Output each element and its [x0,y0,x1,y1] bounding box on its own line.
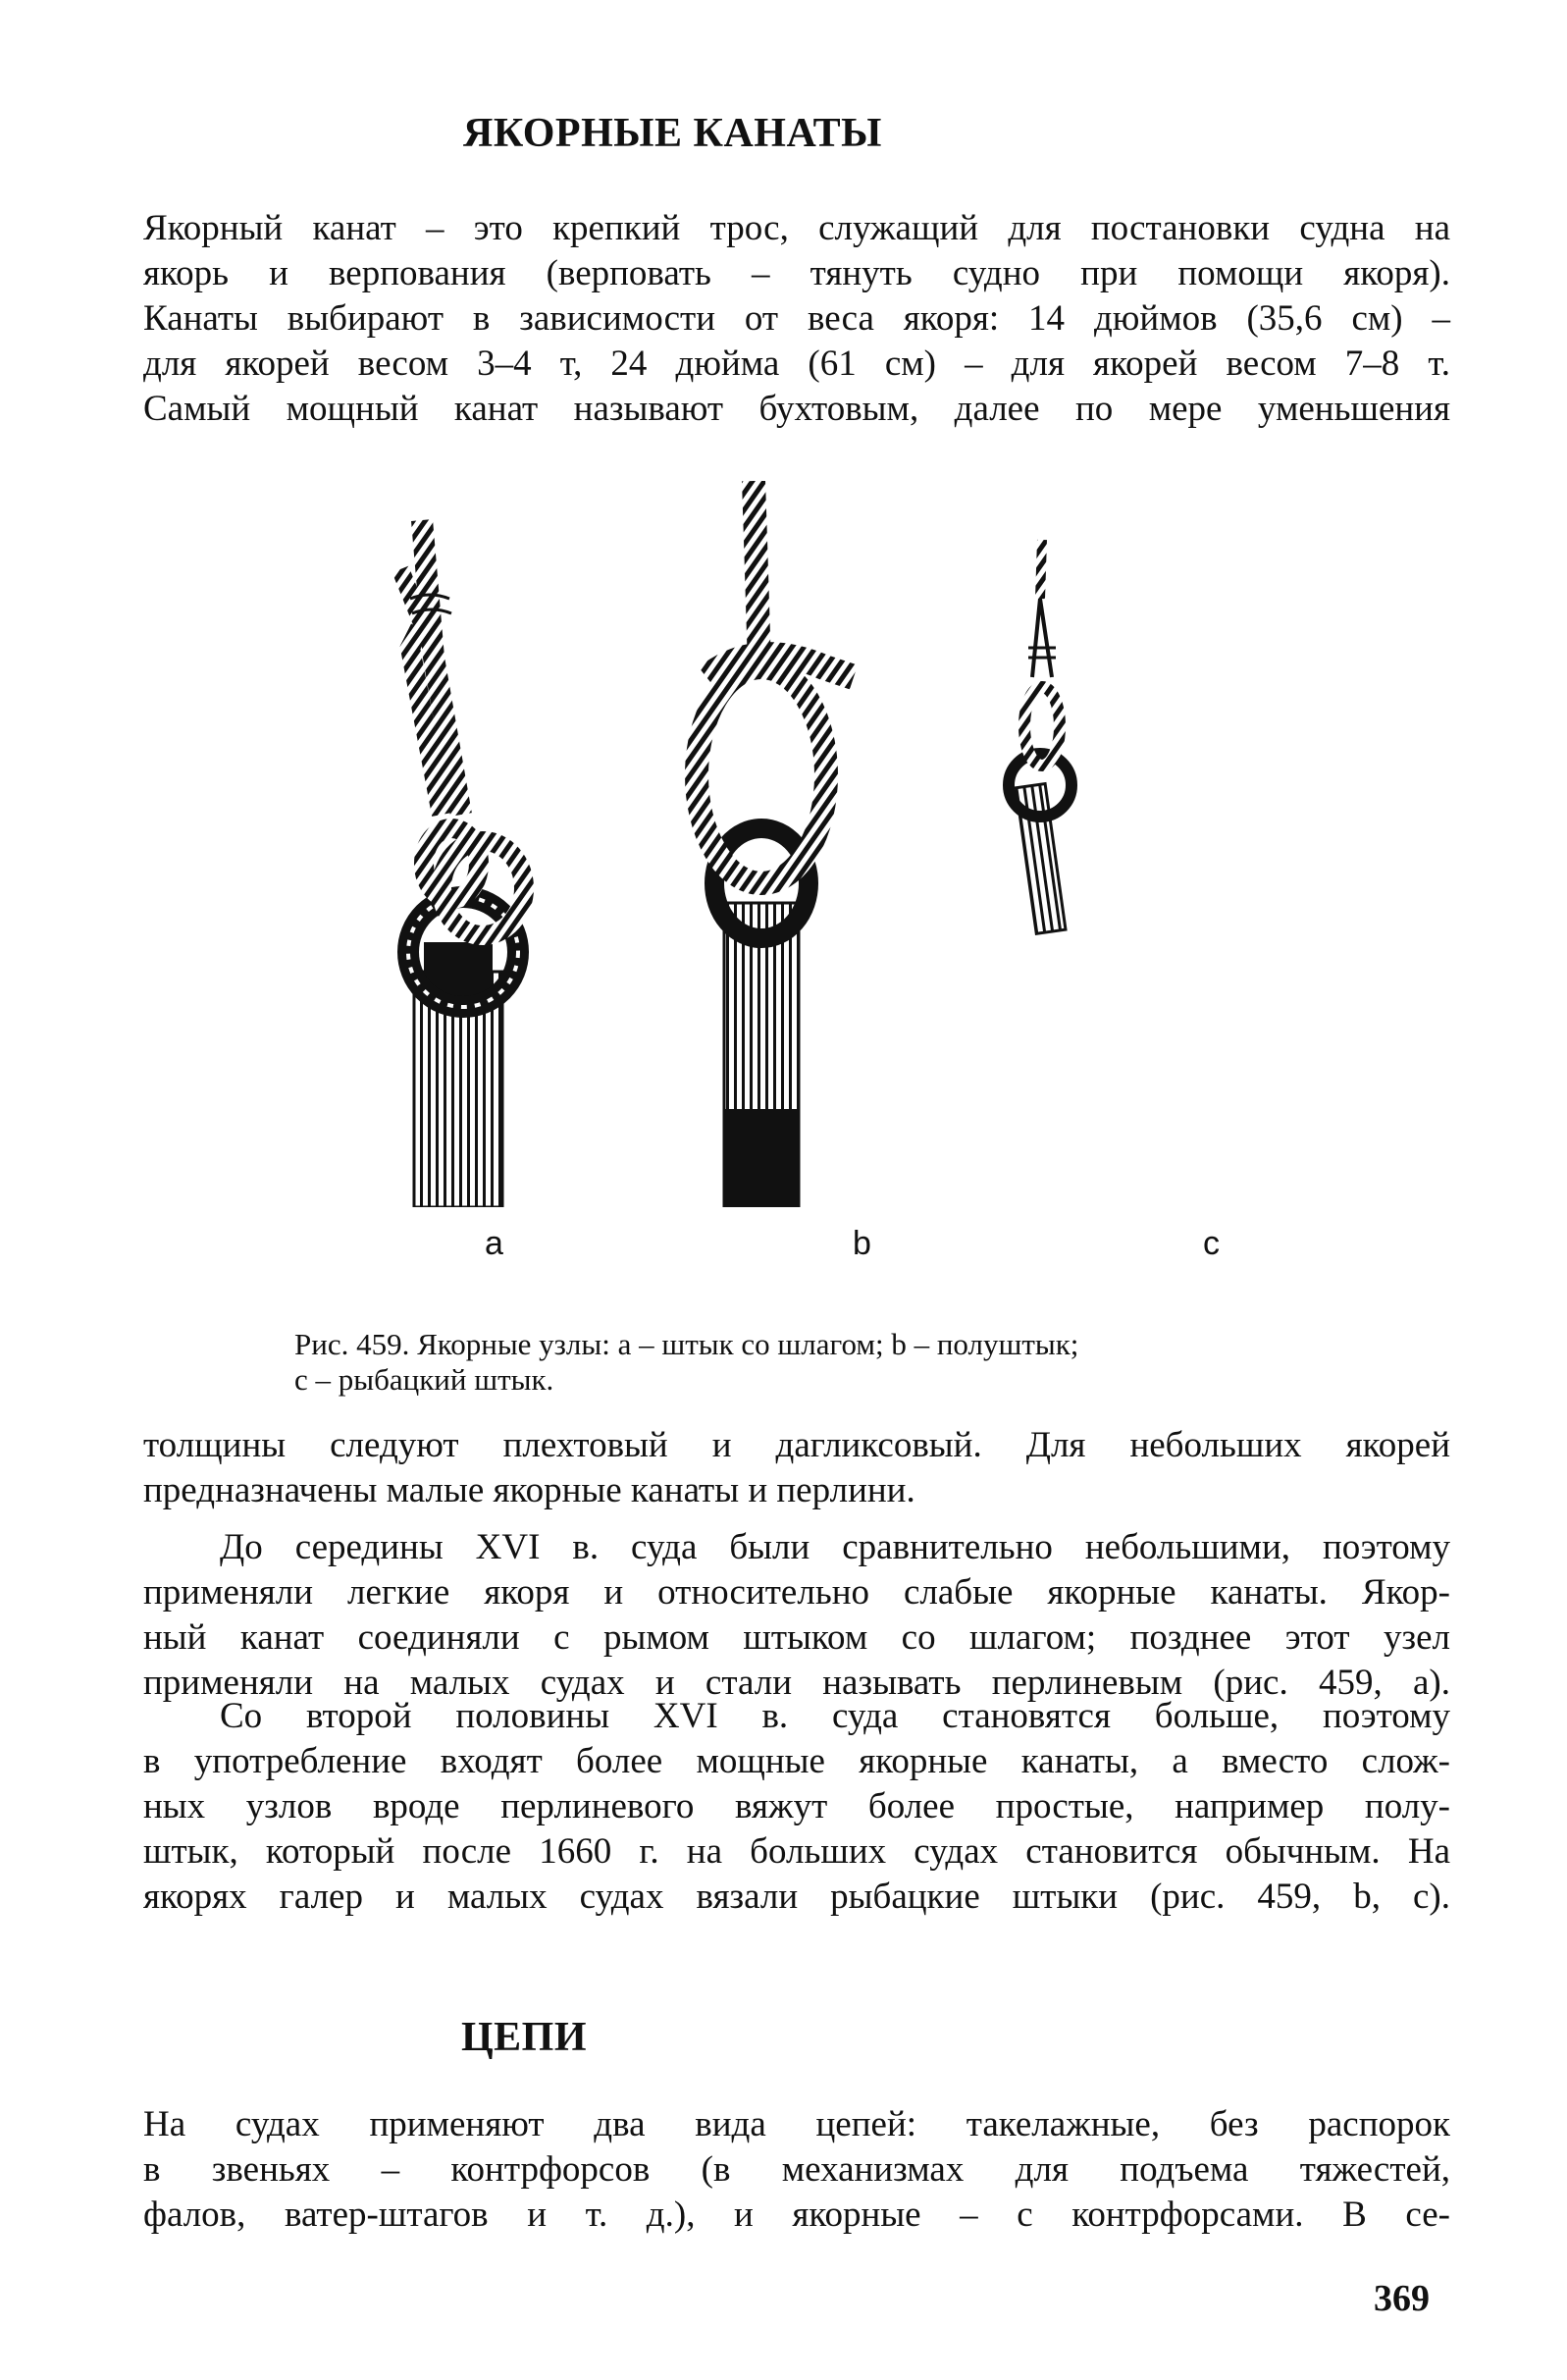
knot-a-drawing [400,520,524,1207]
text-line: якорь и верпования (верповать – тянуть судно при помощи якоря). [143,253,1450,293]
figure-label-a: a [485,1225,503,1262]
text-line: фалов, ватер-штагов и т. д.), и якорные – с контрфорсами. В се- [143,2195,1450,2235]
figure-caption [294,1327,1325,1398]
section-title-chains: ЦЕПИ [461,2015,588,2060]
section-title-anchor-ropes: ЯКОРНЫЕ КАНАТЫ [463,111,882,156]
text-line: До середины XVI в. суда были сравнительно небольшими, поэтому [220,1527,1450,1567]
text-line: Канаты выбирают в зависимости от веса якоря: 14 дюймов (35,6 см) – [143,298,1450,339]
text-line: ных узлов вроде перлиневого вяжут более простые, например полу- [143,1786,1450,1826]
figure-label-c: c [1203,1225,1220,1262]
page-number: 369 [1374,2278,1430,2319]
text-line: применяли легкие якоря и относительно слабые якорные канаты. Якор- [143,1572,1450,1613]
text-line: Со второй половины XVI в. суда становятся больше, поэтому [220,1696,1450,1736]
knot-c-drawing [1009,540,1071,933]
paragraph-history-1 [143,1525,1450,1706]
caption-line: c – рыбацкий штык. [294,1362,554,1397]
anchor-knots-illustration [294,481,1276,1207]
text-line: для якорей весом 3–4 т, 24 дюйма (61 см) – для якорей весом 7–8 т. [143,344,1450,384]
paragraph-intro-continued [143,1423,1450,1513]
text-line: в употребление входят более мощные якорные канаты, а вместо слож- [143,1741,1450,1781]
text-line: ный канат соединяли с рымом штыком со шлагом; позднее этот узел [143,1617,1450,1658]
figure-label-b: b [853,1225,871,1262]
text-line: якорях галер и малых судах вязали рыбацкие штыки (рис. 459, b, c). [143,1877,1450,1917]
text-line: На судах применяют два вида цепей: такелажные, без распорок [143,2104,1450,2144]
text-line: в звеньях – контрфорсов (в механизмах для подъема тяжестей, [143,2149,1450,2190]
text-line: толщины следуют плехтовый и дагликсовый. Для небольших якорей [143,1425,1450,1465]
text-line: Самый мощный канат называют бухтовым, далее по мере уменьшения [143,389,1450,429]
text-line: Якорный канат – это крепкий трос, служащий для постановки судна на [143,208,1450,248]
paragraph-intro [143,206,1450,432]
text-line: применяли на малых судах и стали называть перлиневым (рис. 459, a). [143,1663,1450,1703]
text-line: предназначены малые якорные канаты и перлини. [143,1470,915,1510]
knot-b-drawing [697,481,854,1207]
paragraph-history-2 [143,1694,1450,1920]
caption-line: Рис. 459. Якорные узлы: a – штык со шлагом; b – полуштык; [294,1327,1079,1361]
paragraph-chains [143,2102,1450,2238]
text-line: штык, который после 1660 г. на больших судах становится обычным. На [143,1831,1450,1872]
